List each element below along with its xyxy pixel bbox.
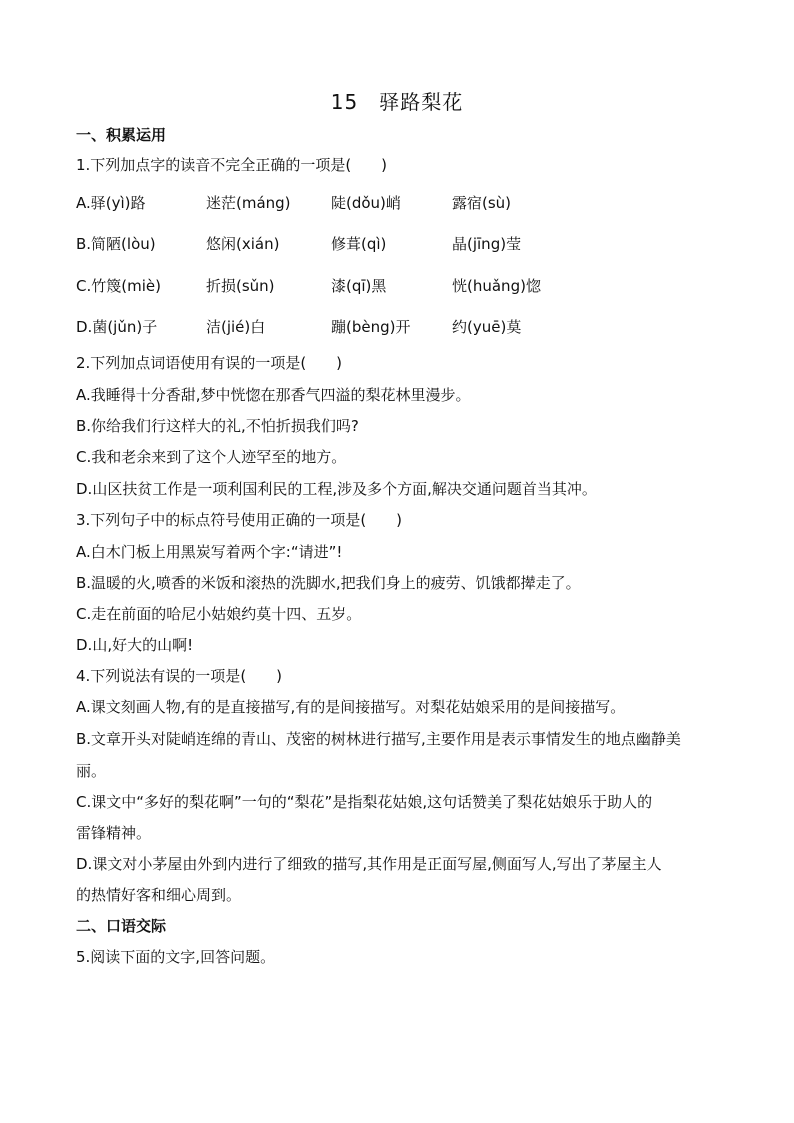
option-cell: C.竹篾(miè) (76, 277, 161, 295)
question-2-option-d: D.山区扶贫工作是一项利国利民的工程,涉及多个方面,解决交通问题首当其冲。 (76, 480, 597, 498)
question-2-option-b: B.你给我们行这样大的礼,不怕折损我们吗? (76, 417, 359, 435)
question-3-option-b: B.温暖的火,喷香的米饭和滚热的洗脚水,把我们身上的疲劳、饥饿都撵走了。 (76, 574, 581, 592)
question-4-option-c-line-2: 雷锋精神。 (76, 824, 152, 842)
question-4-stem: 4.下列说法有误的一项是( ) (76, 667, 283, 685)
question-4-option-c-line-1: C.课文中“多好的梨花啊”一句的“梨花”是指梨花姑娘,这句话赞美了梨花姑娘乐于助人的 (76, 793, 653, 811)
option-cell: A.驿(yì)路 (76, 194, 146, 212)
question-3-option-a: A.白木门板上用黑炭写着两个字:“请进”! (76, 543, 343, 561)
option-cell: 陡(dǒu)峭 (331, 194, 401, 212)
option-cell: 蹦(bèng)开 (331, 318, 411, 336)
question-1-option-c (76, 275, 726, 297)
option-cell: 修葺(qì) (331, 235, 387, 253)
option-cell: 漆(qī)黑 (331, 277, 387, 295)
option-cell: 悠闲(xián) (206, 235, 280, 253)
question-3-stem: 3.下列句子中的标点符号使用正确的一项是( ) (76, 511, 403, 529)
question-2-option-a: A.我睡得十分香甜,梦中恍惚在那香气四溢的梨花林里漫步。 (76, 386, 471, 404)
question-2-stem: 2.下列加点词语使用有误的一项是( ) (76, 354, 343, 372)
question-4-option-b-line-1: B.文章开头对陡峭连绵的青山、茂密的树林进行描写,主要作用是表示事情发生的地点幽静美 (76, 730, 681, 748)
option-cell: 折损(sǔn) (206, 277, 275, 295)
question-4-option-d-line-2: 的热情好客和细心周到。 (76, 886, 242, 904)
question-1-option-a (76, 192, 726, 214)
question-4-option-d-line-1: D.课文对小茅屋由外到内进行了细致的描写,其作用是正面写屋,侧面写人,写出了茅屋主人 (76, 855, 662, 873)
question-3-option-d: D.山,好大的山啊! (76, 636, 194, 654)
option-cell: 露宿(sù) (452, 194, 512, 212)
option-cell: 洁(jié)白 (206, 318, 266, 336)
section-heading-oral: 二、口语交际 (76, 917, 167, 935)
question-4-option-a: A.课文刻画人物,有的是直接描写,有的是间接描写。对梨花姑娘采用的是间接描写。 (76, 698, 626, 716)
question-5-stem: 5.阅读下面的文字,回答问题。 (76, 948, 276, 966)
question-2-option-c: C.我和老余来到了这个人迹罕至的地方。 (76, 448, 347, 466)
option-cell: D.菌(jǔn)子 (76, 318, 158, 336)
option-cell: 晶(jīng)莹 (452, 235, 522, 253)
section-heading-accumulation: 一、积累运用 (76, 126, 167, 144)
question-1-option-b (76, 233, 726, 255)
question-3-option-c: C.走在前面的哈尼小姑娘约莫十四、五岁。 (76, 605, 362, 623)
question-1-stem: 1.下列加点字的读音不完全正确的一项是( ) (76, 156, 388, 174)
option-cell: 迷茫(máng) (206, 194, 291, 212)
option-cell: 恍(huǎng)惚 (452, 277, 541, 295)
question-4-option-b-line-2: 丽。 (76, 762, 107, 780)
option-cell: B.简陋(lòu) (76, 235, 156, 253)
page-title: 15 驿路梨花 (330, 90, 464, 114)
option-cell: 约(yuē)莫 (452, 318, 522, 336)
question-1-option-d (76, 316, 726, 338)
